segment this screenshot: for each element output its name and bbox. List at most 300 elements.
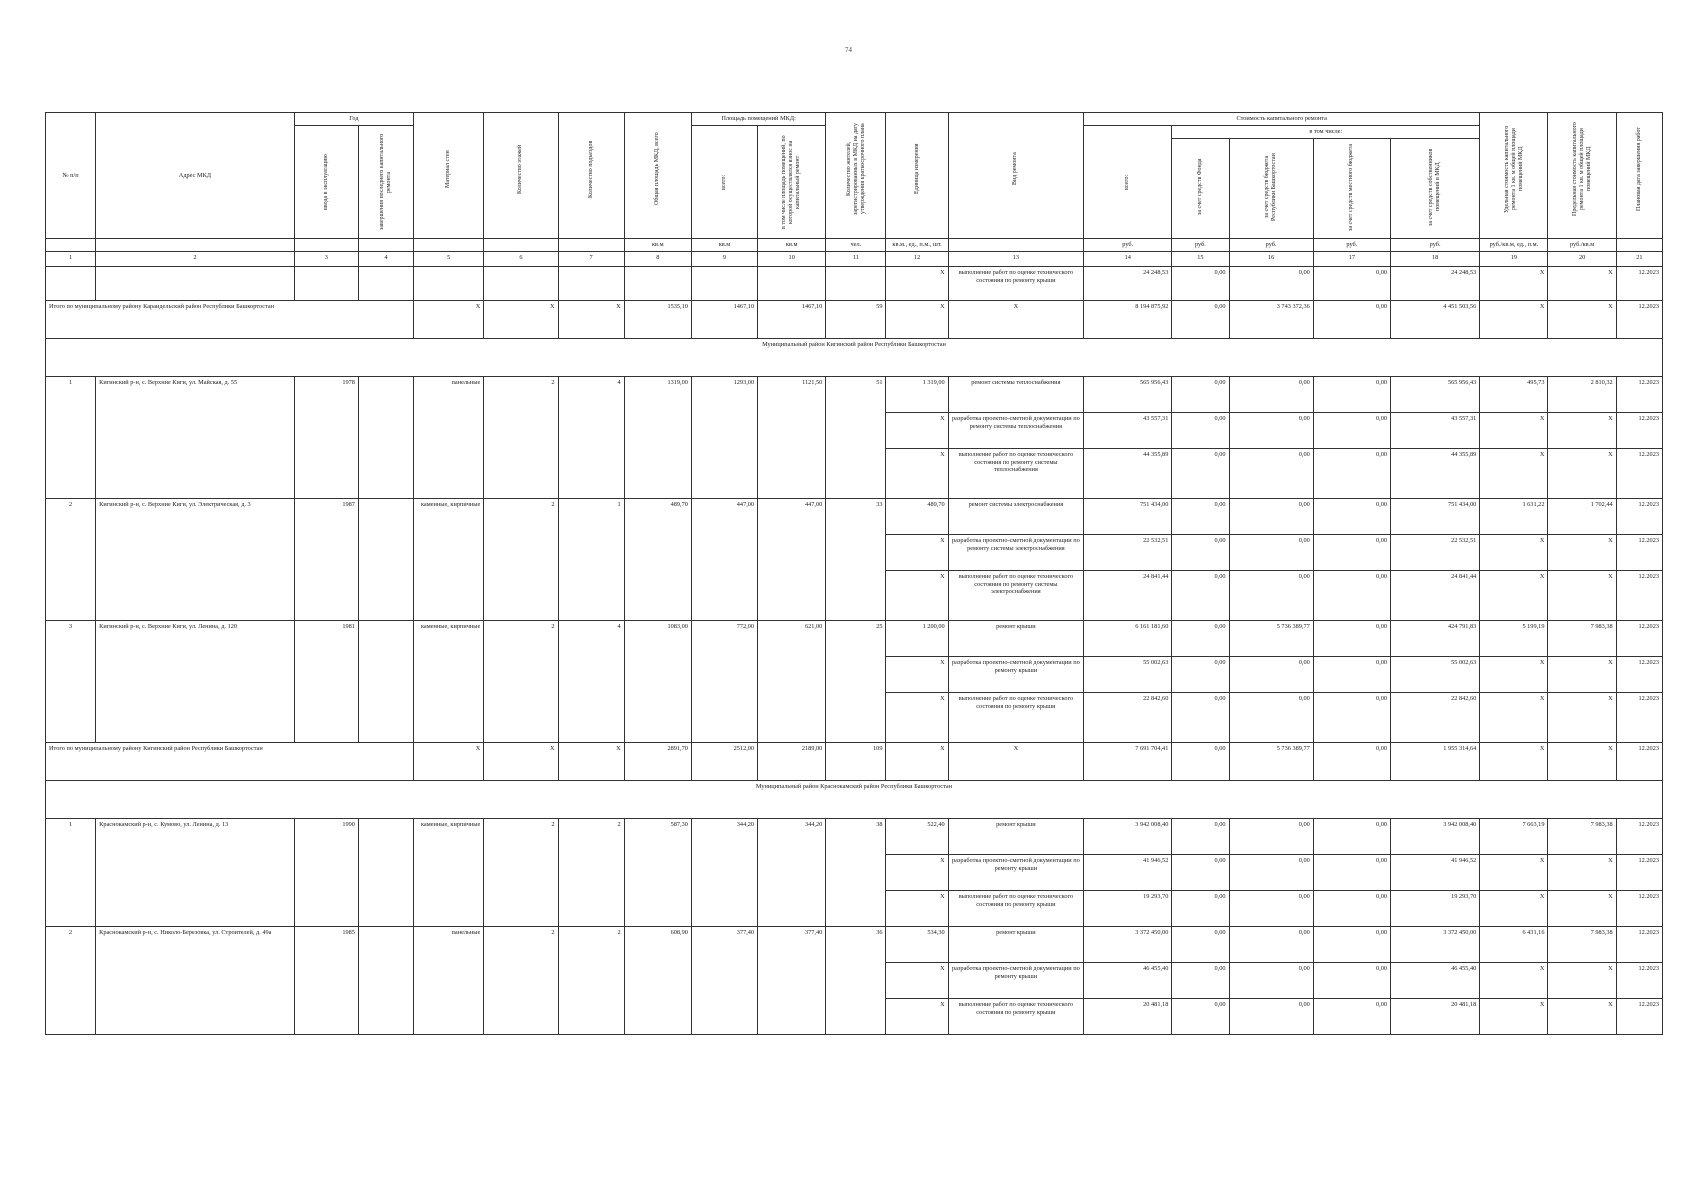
cell-entr: 4 xyxy=(558,376,624,498)
cell-date: 12.2023 xyxy=(1616,656,1662,692)
cell-fund: 0,00 xyxy=(1172,818,1229,854)
unit-cell: руб. xyxy=(1313,238,1390,251)
cell-total: 8 194 875,92 xyxy=(1084,300,1172,338)
unit-cell: кв.м xyxy=(758,238,826,251)
cell-work: выполнение работ по оценке технического состояния по ремонту крыши xyxy=(948,692,1083,742)
header-premises-repair: в том числе площадь помещений, по которой осуществлялся взнос на капитальный ремонт xyxy=(781,135,802,229)
district-section-row xyxy=(46,780,1663,818)
cell-owners: 3 942 008,40 xyxy=(1391,818,1480,854)
cell-date: 12.2023 xyxy=(1616,376,1662,412)
col-number: 14 xyxy=(1084,251,1172,266)
cell-prem-r: 377,40 xyxy=(758,926,826,1034)
header-fund: за счет средств Фонда xyxy=(1196,158,1203,215)
kiginsky-houses xyxy=(46,376,1663,742)
cell-n: 1 xyxy=(46,376,96,498)
cell-area: 1319,00 xyxy=(624,376,691,498)
header-year-commission: ввода в эксплуатацию xyxy=(322,153,329,210)
col-number: 17 xyxy=(1313,251,1390,266)
cell-unit: 1 319,00 xyxy=(886,376,948,412)
cell-entr: 4 xyxy=(558,620,624,742)
header-work-type: Вид ремонта xyxy=(1012,152,1019,186)
cell-local: 0,00 xyxy=(1313,300,1390,338)
cell-unit: X xyxy=(886,656,948,692)
cell-n: 2 xyxy=(46,926,96,1034)
cell-max: 2 810,32 xyxy=(1548,376,1616,412)
cell-owners: 55 002,63 xyxy=(1391,656,1480,692)
cell-spec: 5 199,19 xyxy=(1480,620,1548,656)
cell-area: 587,30 xyxy=(624,818,691,926)
header-unit: Единица измерения xyxy=(913,143,920,195)
cell-unit: X xyxy=(886,854,948,890)
cell-total: 3 372 450,00 xyxy=(1084,926,1172,962)
header-owners: за счет средств собственников помещений в МКД xyxy=(1428,148,1442,226)
cell-res: 109 xyxy=(826,742,886,780)
cell-max: X xyxy=(1548,692,1616,742)
header-budget-rb: за счет средств бюджета Республики Башкортостан xyxy=(1264,152,1278,221)
cell-work: выполнение работ по оценке технического состояния по ремонту системы теплоснабжения xyxy=(948,448,1083,498)
unit-cell: руб. xyxy=(1391,238,1480,251)
cell-fund: 0,00 xyxy=(1172,300,1229,338)
header-budget-local: за счет средств местного бюджета xyxy=(1348,143,1355,231)
header-specific-cost: Удельная стоимость капитального ремонта 1 кв. м общей площади помещений МКД xyxy=(1503,125,1524,213)
col-number: 11 xyxy=(826,251,886,266)
cell-spec: X xyxy=(1480,266,1548,300)
cell-unit: X xyxy=(886,412,948,448)
cell-unit: 489,70 xyxy=(886,498,948,534)
cell-owners: 3 372 450,00 xyxy=(1391,926,1480,962)
cell-spec: X xyxy=(1480,854,1548,890)
cell-total: 19 293,70 xyxy=(1084,890,1172,926)
cell-fund: 0,00 xyxy=(1172,266,1229,300)
cell-date: 12.2023 xyxy=(1616,448,1662,498)
cell-spec: X xyxy=(1480,692,1548,742)
cell-year2 xyxy=(358,620,413,742)
cell-local: 0,00 xyxy=(1313,376,1390,412)
cell-local: 0,00 xyxy=(1313,854,1390,890)
cell-prem-r: 447,00 xyxy=(758,498,826,620)
units-row xyxy=(46,238,1663,251)
cell-rb: 0,00 xyxy=(1229,498,1313,534)
col-number: 5 xyxy=(414,251,484,266)
cell-date: 12.2023 xyxy=(1616,692,1662,742)
cell-date: 12.2023 xyxy=(1616,742,1662,780)
cell-res: 38 xyxy=(826,818,886,926)
cell-local: 0,00 xyxy=(1313,570,1390,620)
cell-date: 12.2023 xyxy=(1616,926,1662,962)
col-number: 21 xyxy=(1616,251,1662,266)
unit-cell: руб. xyxy=(1172,238,1229,251)
col-number: 6 xyxy=(484,251,558,266)
cell-fund: 0,00 xyxy=(1172,962,1229,998)
cell-mat: X xyxy=(414,742,484,780)
cell-local: 0,00 xyxy=(1313,890,1390,926)
cell-local: 0,00 xyxy=(1313,818,1390,854)
cell-address: Краснокамский р-н, с. Николо-Березовка, ул. Строителей, д. 49а xyxy=(96,926,295,1034)
cell-fund: 0,00 xyxy=(1172,742,1229,780)
cell-area: 2891,70 xyxy=(624,742,691,780)
cell-max: X xyxy=(1548,962,1616,998)
cell-work: X xyxy=(948,742,1083,780)
cell-floors: 2 xyxy=(484,818,558,926)
cell-spec: X xyxy=(1480,448,1548,498)
cell-entr: X xyxy=(558,300,624,338)
cell-unit: 534,30 xyxy=(886,926,948,962)
cell-total: 44 355,89 xyxy=(1084,448,1172,498)
cell-owners: 46 455,40 xyxy=(1391,962,1480,998)
col-number: 19 xyxy=(1480,251,1548,266)
cell-entr: 2 xyxy=(558,926,624,1034)
column-numbers-row xyxy=(46,251,1663,266)
cell-max: 7 983,38 xyxy=(1548,620,1616,656)
cell-res: 36 xyxy=(826,926,886,1034)
cell-owners: 424 791,83 xyxy=(1391,620,1480,656)
cell-mat: панельные xyxy=(414,926,484,1034)
cell-fund: 0,00 xyxy=(1172,498,1229,534)
cell-res: 59 xyxy=(826,300,886,338)
cell-area: 489,70 xyxy=(624,498,691,620)
cell-owners: 751 434,00 xyxy=(1391,498,1480,534)
cell-max: X xyxy=(1548,998,1616,1034)
cell-fund: 0,00 xyxy=(1172,656,1229,692)
cell-res: 51 xyxy=(826,376,886,498)
col-number: 2 xyxy=(96,251,295,266)
cell-spec: 7 663,19 xyxy=(1480,818,1548,854)
cell-address: Краснокамский р-н, с. Кумово, ул. Ленина, д. 13 xyxy=(96,818,295,926)
cell-floors: 2 xyxy=(484,376,558,498)
cell-total: 6 161 181,60 xyxy=(1084,620,1172,656)
header-year: Год xyxy=(294,113,413,126)
cell-floors: X xyxy=(484,742,558,780)
cell-max: X xyxy=(1548,890,1616,926)
cell-unit: X xyxy=(886,962,948,998)
cell-total: 20 481,18 xyxy=(1084,998,1172,1034)
cell-unit: X xyxy=(886,534,948,570)
unit-cell: кв.м., ед., п.м., шт. xyxy=(886,238,948,251)
header-cost: Стоимость капитального ремонта xyxy=(1084,113,1480,126)
col-number: 1 xyxy=(46,251,96,266)
cell-work: разработка проектно-сметной документации по ремонту системы электроснабжения xyxy=(948,534,1083,570)
page-number: 74 xyxy=(845,46,852,54)
header-address: Адрес МКД xyxy=(96,113,295,239)
unit-cell: чел. xyxy=(826,238,886,251)
cell-owners: 43 557,31 xyxy=(1391,412,1480,448)
cell-max: X xyxy=(1548,656,1616,692)
cell-max: X xyxy=(1548,412,1616,448)
cell-address: Кигинский р-н, с. Верхние Киги, ул. Ленина, д. 120 xyxy=(96,620,295,742)
cell-spec: X xyxy=(1480,570,1548,620)
cell-fund: 0,00 xyxy=(1172,534,1229,570)
cell-unit: X xyxy=(886,266,948,300)
cell-mat: каменные, кирпичные xyxy=(414,818,484,926)
district-title: Муниципальный район Краснокамский район Республики Башкортостан xyxy=(46,780,1663,818)
col-number: 18 xyxy=(1391,251,1480,266)
cell-year2 xyxy=(358,498,413,620)
cell-year: 1990 xyxy=(294,818,358,926)
cell-work: разработка проектно-сметной документации по ремонту крыши xyxy=(948,854,1083,890)
cell-date: 12.2023 xyxy=(1616,962,1662,998)
cell-total: 22 842,60 xyxy=(1084,692,1172,742)
cell-local: 0,00 xyxy=(1313,266,1390,300)
cell-owners: 24 841,44 xyxy=(1391,570,1480,620)
cell-local: 0,00 xyxy=(1313,692,1390,742)
cell-max: X xyxy=(1548,300,1616,338)
cell-rb: 0,00 xyxy=(1229,448,1313,498)
cell-year: 1987 xyxy=(294,498,358,620)
cell-date: 12.2023 xyxy=(1616,854,1662,890)
cell-fund: 0,00 xyxy=(1172,890,1229,926)
cell-owners: 41 946,52 xyxy=(1391,854,1480,890)
table-row xyxy=(46,266,1663,300)
cell-date: 12.2023 xyxy=(1616,890,1662,926)
header-residents: Количество жителей, зарегистрированных в МКД на дату утверждения краткосрочного плана xyxy=(845,122,866,216)
header-floors: Количество этажей xyxy=(517,144,524,194)
cell-fund: 0,00 xyxy=(1172,570,1229,620)
cell-unit: X xyxy=(886,300,948,338)
cell-res: 25 xyxy=(826,620,886,742)
cell-entr: 1 xyxy=(558,498,624,620)
cell-fund: 0,00 xyxy=(1172,692,1229,742)
cell-year: 1978 xyxy=(294,376,358,498)
cell-max: 1 702,44 xyxy=(1548,498,1616,534)
cell-work: выполнение работ по оценке технического состояния по ремонту крыши xyxy=(948,998,1083,1034)
col-number: 7 xyxy=(558,251,624,266)
cell-total: 46 455,40 xyxy=(1084,962,1172,998)
col-number: 13 xyxy=(948,251,1083,266)
cell-n: 1 xyxy=(46,818,96,926)
cell-spec: X xyxy=(1480,742,1548,780)
table-row xyxy=(46,498,1663,534)
cell-spec: X xyxy=(1480,962,1548,998)
cell-owners: 4 451 503,56 xyxy=(1391,300,1480,338)
cell-owners: 22 532,51 xyxy=(1391,534,1480,570)
cell-owners: 1 955 314,64 xyxy=(1391,742,1480,780)
cell-max: X xyxy=(1548,448,1616,498)
cell-total: 24 841,44 xyxy=(1084,570,1172,620)
cell-local: 0,00 xyxy=(1313,998,1390,1034)
cell-owners: 20 481,18 xyxy=(1391,998,1480,1034)
cell-total: 24 248,53 xyxy=(1084,266,1172,300)
cell-work: ремонт крыши xyxy=(948,620,1083,656)
cell-total: 55 002,63 xyxy=(1084,656,1172,692)
table-row xyxy=(46,376,1663,412)
cell-spec: 6 431,16 xyxy=(1480,926,1548,962)
cell-total: 22 532,51 xyxy=(1084,534,1172,570)
cell-prem-r: 1467,10 xyxy=(758,300,826,338)
cell-prem: 772,00 xyxy=(691,620,757,742)
cell-rb: 0,00 xyxy=(1229,534,1313,570)
cell-max: X xyxy=(1548,854,1616,890)
cell-floors: 2 xyxy=(484,620,558,742)
cell-rb: 0,00 xyxy=(1229,570,1313,620)
cell-prem-r: 344,20 xyxy=(758,818,826,926)
cell-date: 12.2023 xyxy=(1616,570,1662,620)
cell-work: разработка проектно-сметной документации по ремонту крыши xyxy=(948,962,1083,998)
col-number: 9 xyxy=(691,251,757,266)
cell-address: Кигинский р-н, с. Верхние Киги, ул. Электрическая, д. 3 xyxy=(96,498,295,620)
cell-prem: 447,00 xyxy=(691,498,757,620)
cell-work: выполнение работ по оценке технического состояния по ремонту системы электроснабжения xyxy=(948,570,1083,620)
cell-work: ремонт системы электроснабжения xyxy=(948,498,1083,534)
cell-floors: 2 xyxy=(484,498,558,620)
cell-area: 1535,10 xyxy=(624,300,691,338)
cell-local: 0,00 xyxy=(1313,926,1390,962)
col-number: 20 xyxy=(1548,251,1616,266)
unit-cell: кв.м xyxy=(691,238,757,251)
cell-total: 3 942 008,40 xyxy=(1084,818,1172,854)
cell-max: 7 983,38 xyxy=(1548,818,1616,854)
cell-rb: 0,00 xyxy=(1229,376,1313,412)
cell-total: 751 434,00 xyxy=(1084,498,1172,534)
district-total-row xyxy=(46,742,1663,780)
cell-rb: 0,00 xyxy=(1229,656,1313,692)
cell-local: 0,00 xyxy=(1313,742,1390,780)
cell-total: 7 691 704,41 xyxy=(1084,742,1172,780)
unit-cell: кв.м xyxy=(624,238,691,251)
cell-date: 12.2023 xyxy=(1616,818,1662,854)
unit-cell: руб. xyxy=(1084,238,1172,251)
cell-mat: X xyxy=(414,300,484,338)
cell-unit: 522,40 xyxy=(886,818,948,854)
cell-owners: 24 248,53 xyxy=(1391,266,1480,300)
cell-rb: 0,00 xyxy=(1229,266,1313,300)
cell-max: X xyxy=(1548,266,1616,300)
header-premises-total: всего: xyxy=(721,174,728,190)
cell-owners: 22 842,60 xyxy=(1391,692,1480,742)
cell-date: 12.2023 xyxy=(1616,534,1662,570)
cell-rb: 0,00 xyxy=(1229,854,1313,890)
district-total-row xyxy=(46,300,1663,338)
cell-work: разработка проектно-сметной документации по ремонту крыши xyxy=(948,656,1083,692)
header-incl: в том числе: xyxy=(1172,125,1480,138)
table-row xyxy=(46,926,1663,962)
cell-n: 3 xyxy=(46,620,96,742)
cell-local: 0,00 xyxy=(1313,412,1390,448)
cell-fund: 0,00 xyxy=(1172,376,1229,412)
cell-res: 33 xyxy=(826,498,886,620)
cell-year: 1985 xyxy=(294,926,358,1034)
cell-prem-r: 2189,00 xyxy=(758,742,826,780)
cell-max: X xyxy=(1548,570,1616,620)
cell-spec: X xyxy=(1480,534,1548,570)
cell-owners: 44 355,89 xyxy=(1391,448,1480,498)
cell-rb: 0,00 xyxy=(1229,692,1313,742)
cell-rb: 0,00 xyxy=(1229,412,1313,448)
cell-fund: 0,00 xyxy=(1172,998,1229,1034)
unit-cell: руб./кв.м xyxy=(1548,238,1616,251)
cell-area: 608,90 xyxy=(624,926,691,1034)
cell-local: 0,00 xyxy=(1313,534,1390,570)
col-number: 8 xyxy=(624,251,691,266)
cell-unit: X xyxy=(886,890,948,926)
cell-local: 0,00 xyxy=(1313,448,1390,498)
cell-year2 xyxy=(358,376,413,498)
cell-mat: каменные, кирпичные xyxy=(414,498,484,620)
col-number: 16 xyxy=(1229,251,1313,266)
cell-spec: 495,73 xyxy=(1480,376,1548,412)
cell-rb: 0,00 xyxy=(1229,926,1313,962)
header-cost-total: всего: xyxy=(1124,174,1131,190)
cell-date: 12.2023 xyxy=(1616,412,1662,448)
cell-prem-r: 621,00 xyxy=(758,620,826,742)
unit-cell: руб./кв.м, ед., п.м. xyxy=(1480,238,1548,251)
cell-rb: 0,00 xyxy=(1229,890,1313,926)
cell-fund: 0,00 xyxy=(1172,412,1229,448)
cell-year2 xyxy=(358,926,413,1034)
cell-local: 0,00 xyxy=(1313,620,1390,656)
cell-unit: X xyxy=(886,998,948,1034)
cell-fund: 0,00 xyxy=(1172,448,1229,498)
cell-spec: X xyxy=(1480,412,1548,448)
cell-owners: 19 293,70 xyxy=(1391,890,1480,926)
header-entrances: Количество подъездов xyxy=(587,140,594,198)
cell-spec: X xyxy=(1480,890,1548,926)
cell-rb: 3 743 372,36 xyxy=(1229,300,1313,338)
col-number: 4 xyxy=(358,251,413,266)
cell-year: 1981 xyxy=(294,620,358,742)
cell-total: 565 956,43 xyxy=(1084,376,1172,412)
cell-total: 43 557,31 xyxy=(1084,412,1172,448)
cell-work: X xyxy=(948,300,1083,338)
cell-spec: X xyxy=(1480,998,1548,1034)
cell-unit: 1 200,00 xyxy=(886,620,948,656)
cell-area: 1083,00 xyxy=(624,620,691,742)
cell-unit: X xyxy=(886,448,948,498)
cell-rb: 0,00 xyxy=(1229,818,1313,854)
cell-spec: X xyxy=(1480,656,1548,692)
capital-repair-table xyxy=(45,112,1663,1035)
district-title: Муниципальный район Кигинский район Республики Башкортостан xyxy=(46,338,1663,376)
cell-work: ремонт крыши xyxy=(948,818,1083,854)
cell-rb: 5 736 389,77 xyxy=(1229,742,1313,780)
col-number: 3 xyxy=(294,251,358,266)
cell-rb: 0,00 xyxy=(1229,998,1313,1034)
cell-max: 7 983,38 xyxy=(1548,926,1616,962)
district-section-row xyxy=(46,338,1663,376)
cell-rb: 0,00 xyxy=(1229,962,1313,998)
cell-prem: 344,20 xyxy=(691,818,757,926)
cell-floors: 2 xyxy=(484,926,558,1034)
krasnokamsky-houses xyxy=(46,818,1663,1034)
cell-prem: 1293,00 xyxy=(691,376,757,498)
header-premises-area: Площадь помещений МКД: xyxy=(691,113,825,126)
cell-rb: 5 736 389,77 xyxy=(1229,620,1313,656)
total-label: Итого по муниципальному району Кигинский район Республики Башкортостан xyxy=(46,742,414,780)
cell-mat: каменные, кирпичные xyxy=(414,620,484,742)
unit-cell: руб. xyxy=(1229,238,1313,251)
cell-prem: 2512,00 xyxy=(691,742,757,780)
cell-max: X xyxy=(1548,742,1616,780)
table-row xyxy=(46,818,1663,854)
cell-max: X xyxy=(1548,534,1616,570)
header-number: № п/п xyxy=(46,113,96,239)
header-wall-material: Материал стен xyxy=(445,150,452,188)
cell-fund: 0,00 xyxy=(1172,854,1229,890)
cell-local: 0,00 xyxy=(1313,498,1390,534)
cell-work: выполнение работ по оценке технического состояния по ремонту крыши xyxy=(948,890,1083,926)
cell-owners: 565 956,43 xyxy=(1391,376,1480,412)
header-year-last-repair: завершения последнего капитального ремонта xyxy=(379,133,392,231)
cell-prem-r: 1121,50 xyxy=(758,376,826,498)
header-total-area: Общая площадь МКД, всего xyxy=(654,132,661,206)
cell-fund: 0,00 xyxy=(1172,926,1229,962)
cell-year2 xyxy=(358,818,413,926)
cell-total: 41 946,52 xyxy=(1084,854,1172,890)
cell-date: 12.2023 xyxy=(1616,998,1662,1034)
col-number: 15 xyxy=(1172,251,1229,266)
header-planned-date: Плановая дата завершения работ xyxy=(1635,127,1642,212)
cell-n: 2 xyxy=(46,498,96,620)
cell-prem: 377,40 xyxy=(691,926,757,1034)
